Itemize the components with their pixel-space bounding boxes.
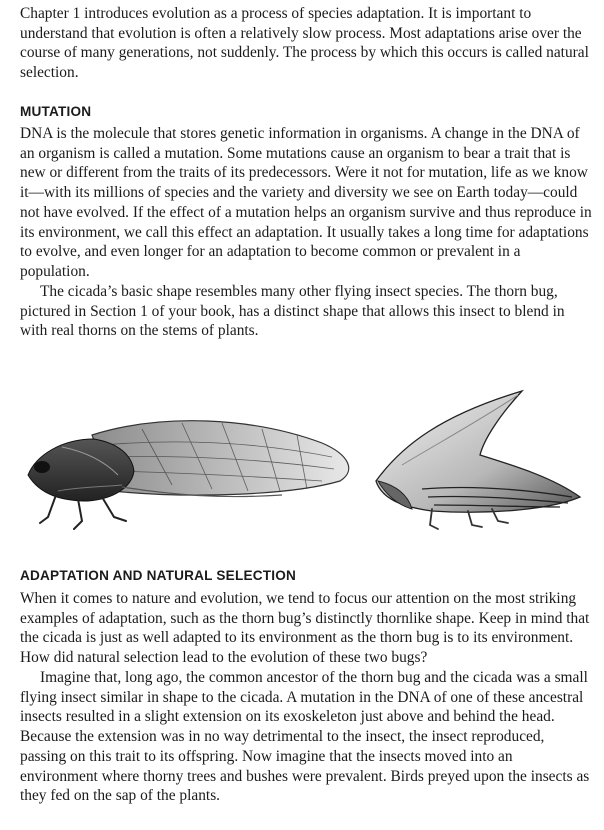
intro-paragraph: Chapter 1 introduces evolution as a process of species adaptation. It is important to understand that evolution is often a relatively slow process. Most adaptations arise over the course of many generations, not suddenly. The process by which this occurs is called natural selection.: [20, 5, 589, 82]
mutation-paragraph-2: The cicada’s basic shape resembles many other flying insect species. The thorn bug, pictured in Section 1 of your book, has a distinct shape that allows this insect to blend in with real thorns on the stems of plants.: [20, 283, 565, 340]
adaptation-paragraph-2: Imagine that, long ago, the common ancestor of the thorn bug and the cicada was a small flying insect similar in shape to the cicada. A mutation in the DNA of one of these ancestral insects resulted in a slight extension on its exoskeleton just above and behind the head. Because the extension was in no way detrimental to the insect, the insect reproduced, passing on this trait to its offspring. Now imagine that the insects moved into an environment where thorny trees and bushes were prevalent. Birds preyed upon the insects as they fed on the sap of the plants.: [20, 669, 590, 805]
cicada-illustration: [22, 395, 360, 533]
mutation-heading: MUTATION: [20, 104, 92, 119]
adaptation-paragraph-1: When it comes to nature and evolution, we tend to focus our attention on the most striking examples of adaptation, such as the thorn bug’s distinctly thornlike shape. Keep in mind that the cicada is just as well adapted to its environment as the thorn bug is to its environment. How did natural selection lead to the evolution of these two bugs?: [20, 590, 590, 667]
mutation-paragraph-1: DNA is the molecule that stores genetic information in organisms. A change in the DNA of an organism is called a mutation. Some mutations cause an organism to bear a trait that is new or different from the traits of its predecessors. Were it not for mutation, life as we know it—with its millions of species and the variety and diversity we see on Earth today—could not have evolved. If the effect of a mutation helps an organism survive and thus reproduce in its environment, we call this effect an adaptation. It usually takes a long time for adaptations to evolve, and even longer for an adaptation to become common or prevalent in a population.: [20, 125, 592, 280]
adaptation-heading: ADAPTATION AND NATURAL SELECTION: [20, 568, 296, 583]
thorn-bug-illustration: [372, 385, 586, 531]
